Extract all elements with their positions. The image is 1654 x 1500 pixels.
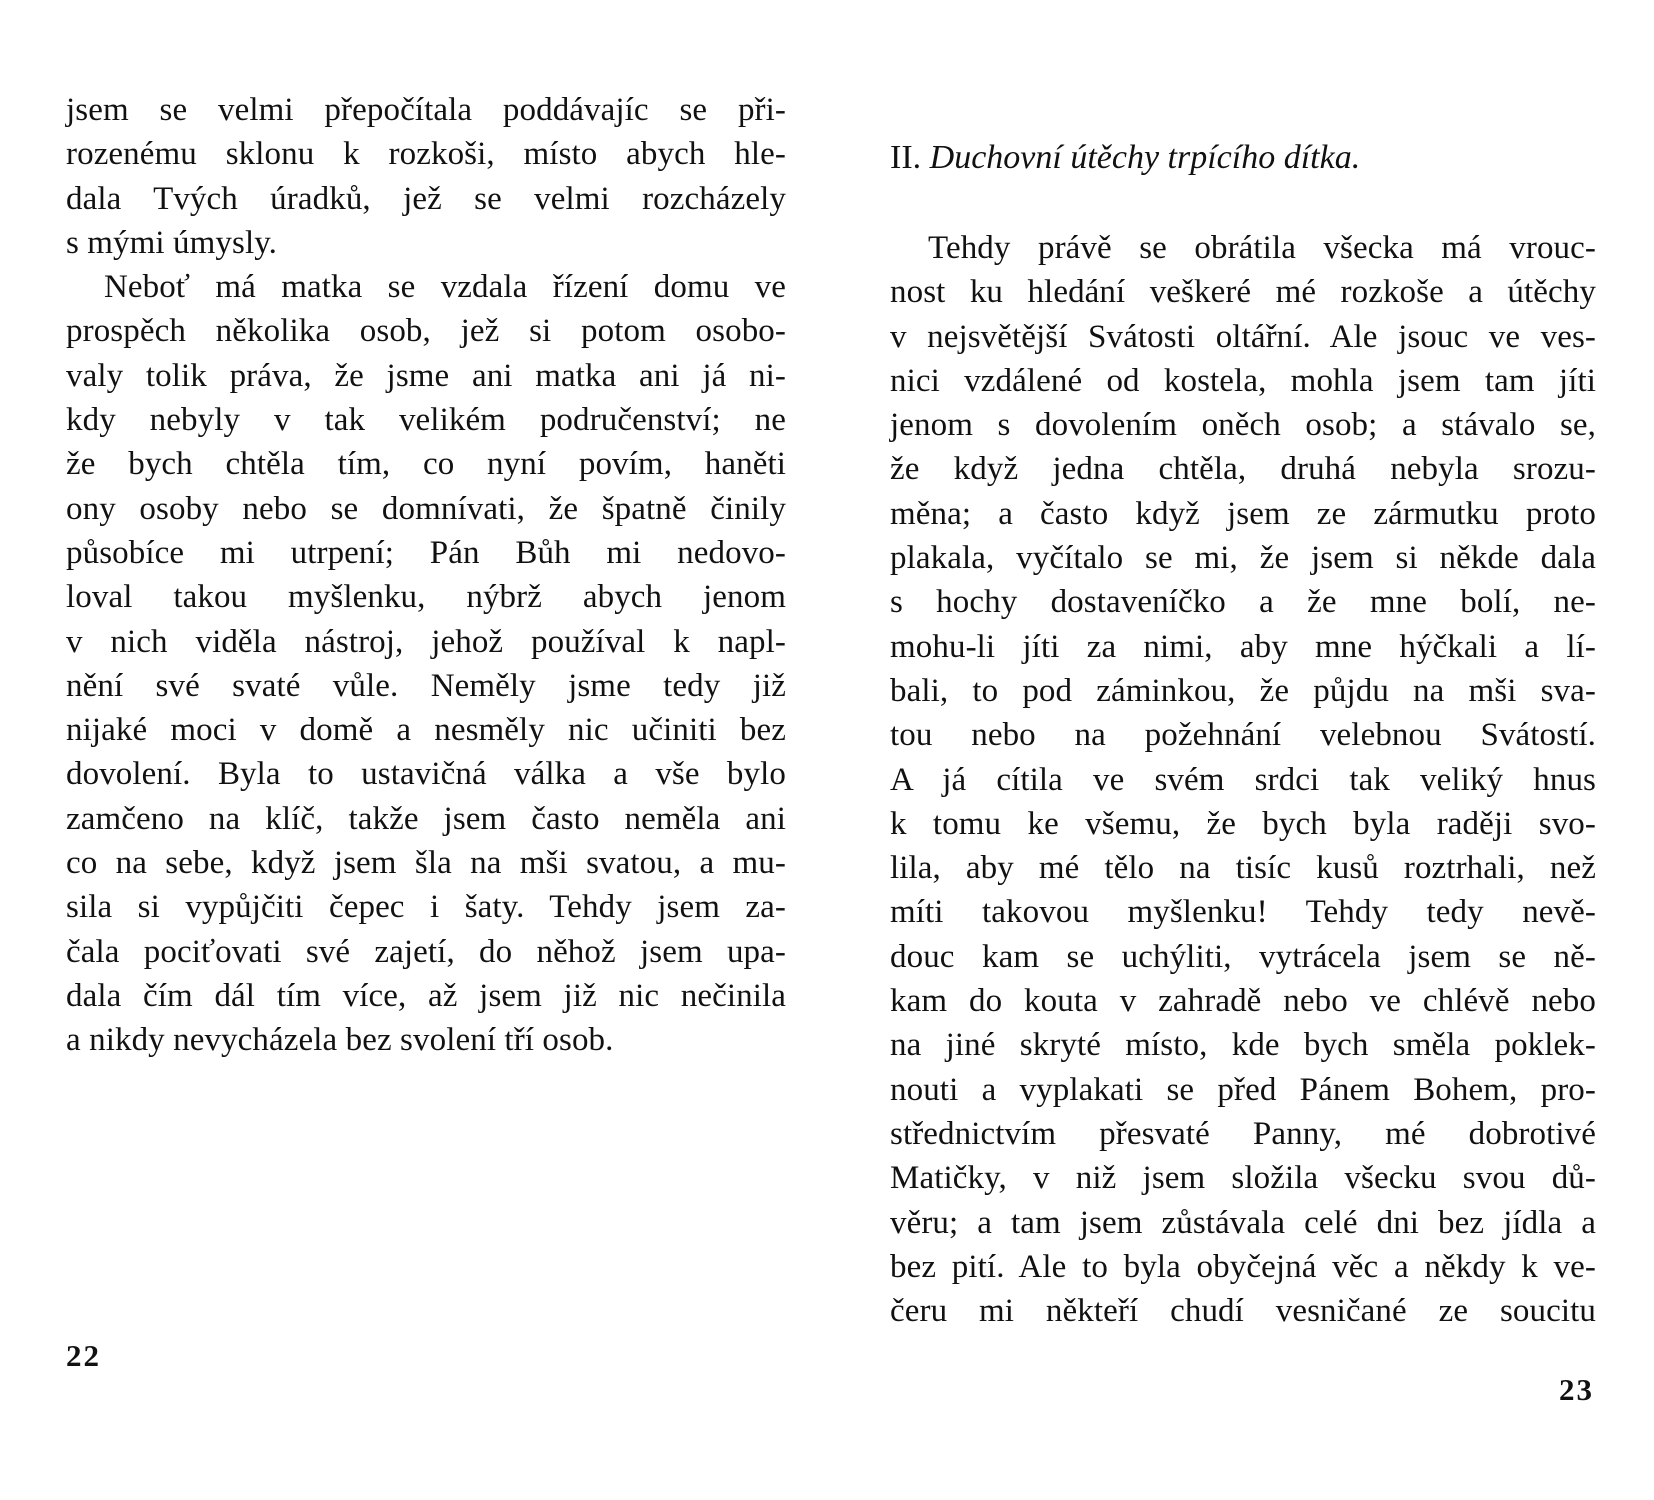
text-line: prospěch několika osob, jež si potom osobo-: [66, 313, 786, 350]
text-line: dovolení. Byla to ustavičná válka a vše bylo: [66, 756, 786, 793]
text-line: lila, aby mé tělo na tisíc kusů roztrhali, než: [890, 850, 1596, 887]
text-line: ony osoby nebo se domnívati, že špatně činily: [66, 490, 786, 527]
text-line: v nejsvětější Svátosti oltářní. Ale jsouc ve ves-: [890, 318, 1596, 355]
text-line: bez pití. Ale to byla obyčejná věc a někdy k ve-: [890, 1248, 1596, 1285]
text-line: věru; a tam jsem zůstávala celé dni bez jídla a: [890, 1204, 1596, 1241]
text-line: tou nebo na požehnání velebnou Svátostí.: [890, 717, 1596, 754]
text-line: že bych chtěla tím, co nyní povím, haněti: [66, 446, 786, 483]
paragraph-first-line: Neboť má matka se vzdala řízení domu ve: [104, 269, 786, 306]
text-line: nouti a vyplakati se před Pánem Bohem, pro-: [890, 1071, 1596, 1108]
text-line: jsem se velmi přepočítala poddávajíc se při-: [66, 92, 786, 128]
text-line: s mými úmysly.: [66, 224, 278, 261]
text-line: nijaké moci v domě a nesměly nic učiniti bez: [66, 712, 786, 749]
left-page-body: [66, 88, 786, 1063]
text-line: nici vzdálené od kostela, mohla jsem tam jíti: [890, 362, 1596, 399]
text-line: dala čím dál tím více, až jsem již nic nečinila: [66, 977, 786, 1014]
page-number-right: 23: [1559, 1372, 1594, 1407]
text-line: loval takou myšlenku, nýbrž abych jenom: [66, 579, 786, 616]
text-line: kam do kouta v zahradě nebo ve chlévě nebo: [890, 983, 1596, 1020]
text-line: bali, to pod záminkou, že půjdu na mši sva-: [890, 672, 1596, 709]
text-line: kdy nebyly v tak velikém područenství; ne: [66, 402, 786, 439]
paragraph-first-line: Tehdy právě se obrátila všecka má vrouc-: [928, 230, 1596, 266]
text-line: zamčeno na klíč, takže jsem často neměla ani: [66, 800, 786, 837]
text-line: nost ku hledání veškeré mé rozkoše a útěchy: [890, 274, 1596, 311]
text-line: dala Tvých úradků, jež se velmi rozcházely: [66, 180, 786, 217]
text-line: působíce mi utrpení; Pán Bůh mi nedovo-: [66, 534, 786, 571]
text-line: nění své svaté vůle. Neměly jsme tedy již: [66, 667, 786, 704]
text-line: střednictvím přesvaté Panny, mé dobrotivé: [890, 1115, 1596, 1152]
text-line: čala pociťovati své zajetí, do něhož jsem upa-: [66, 933, 786, 970]
text-line: a nikdy nevycházela bez svolení tří osob.: [66, 1022, 614, 1059]
text-line: rozenému sklonu k rozkoši, místo abych hle-: [66, 136, 786, 173]
right-page-body: [890, 226, 1596, 1333]
text-line: s hochy dostaveníčko a že mne bolí, ne-: [890, 584, 1596, 621]
text-line: valy tolik práva, že jsme ani matka ani já ni-: [66, 357, 786, 394]
text-line: čeru mi někteří chudí vesničané ze soucitu: [890, 1293, 1596, 1330]
text-line: v nich viděla nástroj, jehož používal k napl-: [66, 623, 786, 660]
text-line: měna; a často když jsem ze zármutku proto: [890, 495, 1596, 532]
right-page: [890, 0, 1596, 1500]
left-page: [66, 0, 786, 1500]
page-number-left: 22: [66, 1338, 101, 1373]
text-line: mohu-li jíti za nimi, aby mne hýčkali a lí-: [890, 628, 1596, 665]
text-line: sila si vypůjčiti čepec i šaty. Tehdy jsem za-: [66, 889, 786, 926]
text-line: k tomu ke všemu, že bych byla raději svo-: [890, 805, 1596, 842]
text-line: A já cítila ve svém srdci tak veliký hnus: [890, 761, 1596, 798]
text-line: Matičky, v niž jsem složila všecku svou dů-: [890, 1160, 1596, 1197]
text-line: míti takovou myšlenku! Tehdy tedy nevě-: [890, 894, 1596, 931]
text-line: douc kam se uchýliti, vytrácela jsem se ně-: [890, 938, 1596, 975]
text-line: jenom s dovolením oněch osob; a stávalo se,: [890, 407, 1596, 444]
chapter-title: Duchovní útěchy trpícího dítka.: [929, 139, 1361, 176]
chapter-heading: [890, 136, 1360, 180]
chapter-numeral: II.: [890, 139, 922, 176]
text-line: co na sebe, když jsem šla na mši svatou, a mu-: [66, 845, 786, 882]
text-line: na jiné skryté místo, kde bych směla poklek-: [890, 1027, 1596, 1064]
text-line: plakala, vyčítalo se mi, že jsem si někde dala: [890, 540, 1596, 577]
text-line: že když jedna chtěla, druhá nebyla srozu-: [890, 451, 1596, 488]
